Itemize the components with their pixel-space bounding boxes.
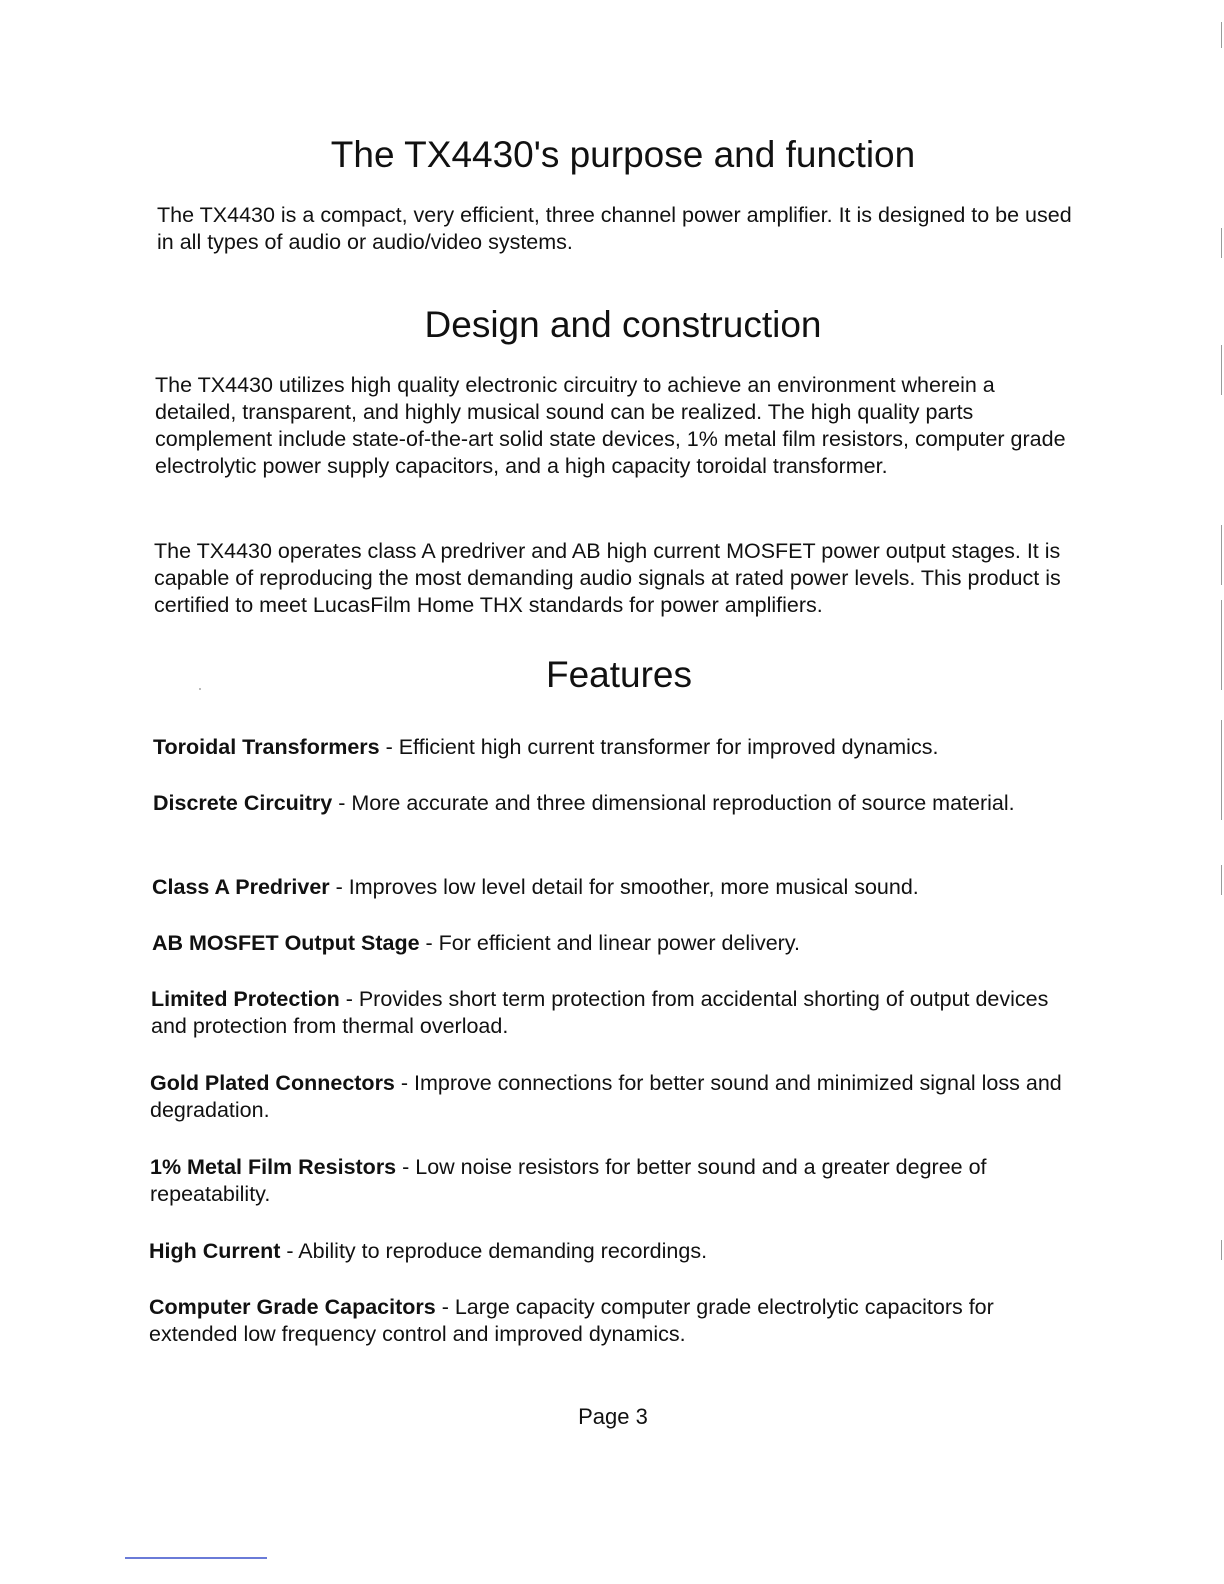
feature-description: - Ability to reproduce demanding recordings. <box>280 1239 708 1263</box>
intro-paragraph: The TX4430 is a compact, very efficient, three channel power amplifier. It is designed to be used in all types of audio or audio/video systems. <box>157 203 1072 254</box>
feature-description: - Efficient high current transformer for improved dynamics. <box>379 735 939 759</box>
feature-name: Discrete Circuitry <box>153 791 333 815</box>
feature-item <box>151 986 1076 1040</box>
scan-speck <box>199 688 201 690</box>
features-heading: Features <box>545 654 692 695</box>
feature-name: Computer Grade Capacitors <box>149 1295 436 1319</box>
feature-description: - Low noise resistors for better sound and a greater degree of repeatability. <box>150 1155 987 1206</box>
feature-item <box>150 1070 1080 1124</box>
scan-edge-mark <box>1221 600 1222 690</box>
feature-item <box>149 1294 1064 1348</box>
bottom-rule <box>125 1557 267 1559</box>
design-paragraph-1: The TX4430 utilizes high quality electronic circuitry to achieve an environment wherein a detailed, transparent, and highly musical sound can be realized. The high quality parts complement include state-of-the-art solid state devices, 1% metal film resistors, computer grade electrolytic power supply capacitors, and a high capacity toroidal transformer. <box>155 373 1066 478</box>
scan-edge-mark <box>1221 345 1222 395</box>
feature-item <box>152 874 1072 901</box>
feature-item <box>150 1154 1065 1208</box>
feature-description: - Improve connections for better sound and minimized signal loss and degradation. <box>150 1071 1062 1122</box>
scan-edge-mark <box>1221 720 1222 820</box>
feature-description: - Large capacity computer grade electrolytic capacitors for extended low frequency control and improved dynamics. <box>149 1295 994 1346</box>
design-paragraph-2: The TX4430 operates class A predriver and AB high current MOSFET power output stages. It is capable of reproducing the most demanding audio signals at rated power levels. This product is certified to meet LucasFilm Home THX standards for power amplifiers. <box>154 539 1061 617</box>
feature-name: Toroidal Transformers <box>153 735 380 759</box>
feature-item <box>153 734 1073 761</box>
scan-edge-mark <box>1221 865 1222 895</box>
feature-item <box>152 930 1072 957</box>
feature-description: - Improves low level detail for smoother, more musical sound. <box>329 875 919 899</box>
scan-edge-mark <box>1221 1240 1222 1260</box>
feature-name: Class A Predriver <box>152 875 330 899</box>
feature-name: AB MOSFET Output Stage <box>152 931 420 955</box>
feature-description: - More accurate and three dimensional reproduction of source material. <box>332 791 1015 815</box>
feature-name: Gold Plated Connectors <box>150 1071 395 1095</box>
feature-description: - For efficient and linear power delivery. <box>419 931 800 955</box>
feature-item <box>149 1238 1069 1265</box>
feature-description: - Provides short term protection from accidental shorting of output devices and protection from thermal overload. <box>151 987 1049 1038</box>
feature-name: High Current <box>149 1239 281 1263</box>
feature-name: 1% Metal Film Resistors <box>150 1155 397 1179</box>
feature-item <box>153 790 1053 817</box>
feature-name: Limited Protection <box>151 987 340 1011</box>
design-heading: Design and construction <box>424 304 822 345</box>
scan-edge-mark <box>1221 228 1222 258</box>
purpose-heading: The TX4430's purpose and function <box>330 134 916 175</box>
scan-edge-mark <box>1221 22 1222 48</box>
page-number: Page 3 <box>578 1404 648 1429</box>
scan-edge-mark <box>1221 525 1222 585</box>
